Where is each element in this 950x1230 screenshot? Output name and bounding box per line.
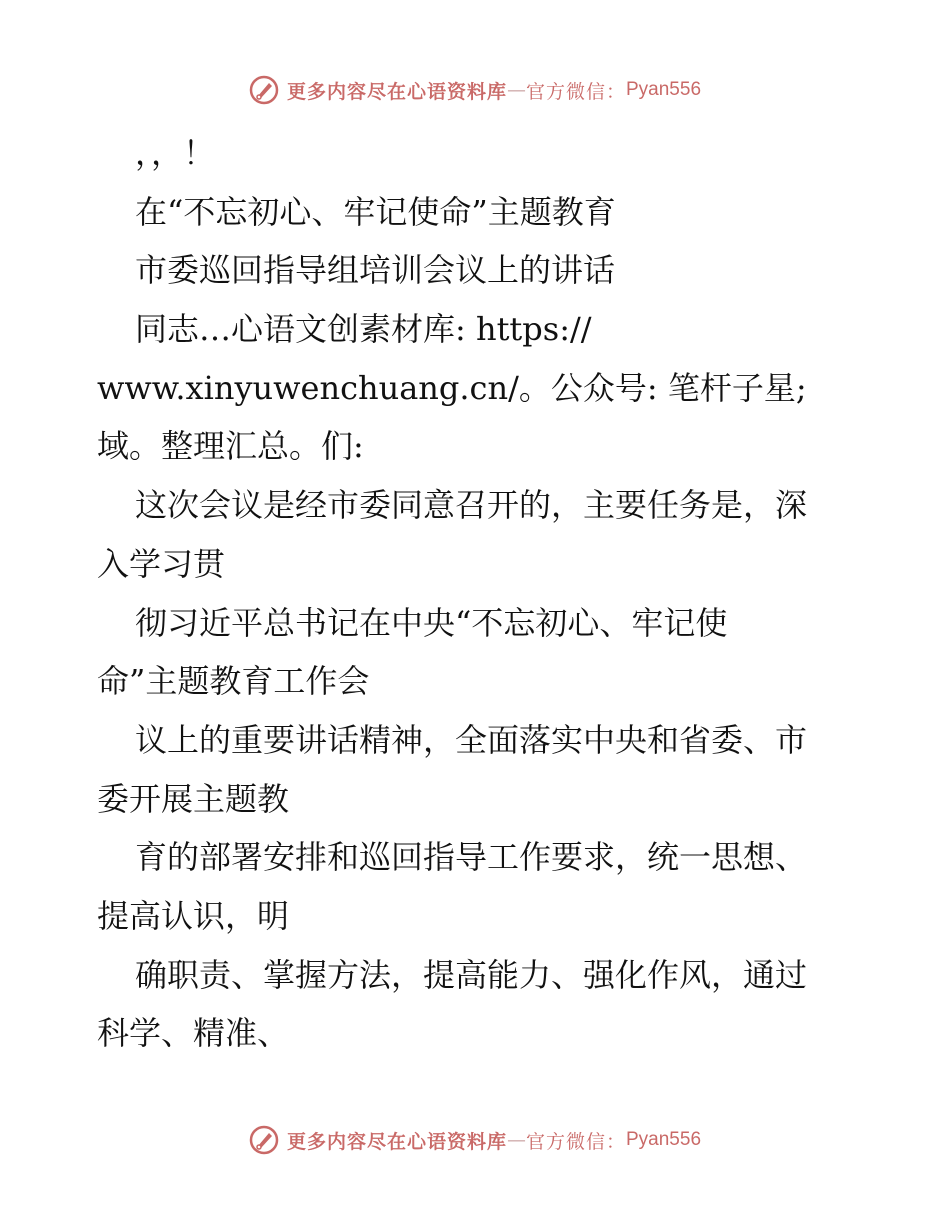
text-line: 同志…心语文创素材库: https:// bbox=[135, 310, 592, 349]
watermark-title: 更多内容尽在心语资料库 bbox=[286, 80, 507, 103]
text-line: ，，！ bbox=[135, 134, 216, 172]
watermark-separator: — bbox=[506, 1129, 526, 1151]
text-line: 域。整理汇总。们: bbox=[97, 427, 364, 466]
text-line: 在“不忘初心、牢记使命”主题教育 bbox=[135, 192, 616, 231]
text-line: 科学、精准、 bbox=[97, 1014, 290, 1053]
document-body bbox=[97, 124, 877, 1063]
watermark-wechat-label: 官方微信： bbox=[525, 1130, 626, 1153]
text-line: 命”主题教育工作会 bbox=[97, 662, 370, 701]
text-line: 入学习贯 bbox=[97, 544, 226, 583]
text-line: 这次会议是经市委同意召开的，主要任务是，深 bbox=[135, 486, 808, 525]
quill-seal-icon bbox=[249, 1125, 279, 1155]
text-line: 确职责、掌握方法，提高能力、强化作风，通过 bbox=[135, 955, 808, 994]
watermark-separator: — bbox=[506, 79, 526, 101]
watermark-wechat-label: 官方微信： bbox=[525, 80, 626, 103]
header-watermark bbox=[0, 70, 950, 110]
watermark-wechat-id: Pyan556 bbox=[626, 79, 702, 100]
text-line: 育的部署安排和巡回指导工作要求，统一思想、 bbox=[135, 838, 808, 877]
text-line: 市委巡回指导组培训会议上的讲话 bbox=[135, 251, 616, 290]
text-line: 议上的重要讲话精神，全面落实中央和省委、市 bbox=[135, 720, 808, 759]
text-line: 提高认识，明 bbox=[97, 896, 290, 935]
watermark-title: 更多内容尽在心语资料库 bbox=[286, 1130, 507, 1153]
footer-watermark bbox=[0, 1120, 950, 1160]
watermark-wechat-id: Pyan556 bbox=[626, 1129, 702, 1150]
text-line: 委开展主题教 bbox=[97, 779, 290, 818]
quill-seal-icon bbox=[249, 75, 279, 105]
text-line: 彻习近平总书记在中央“不忘初心、牢记使 bbox=[135, 603, 728, 642]
text-line: www.xinyuwenchuang.cn/。公众号: 笔杆子星; bbox=[97, 368, 807, 407]
